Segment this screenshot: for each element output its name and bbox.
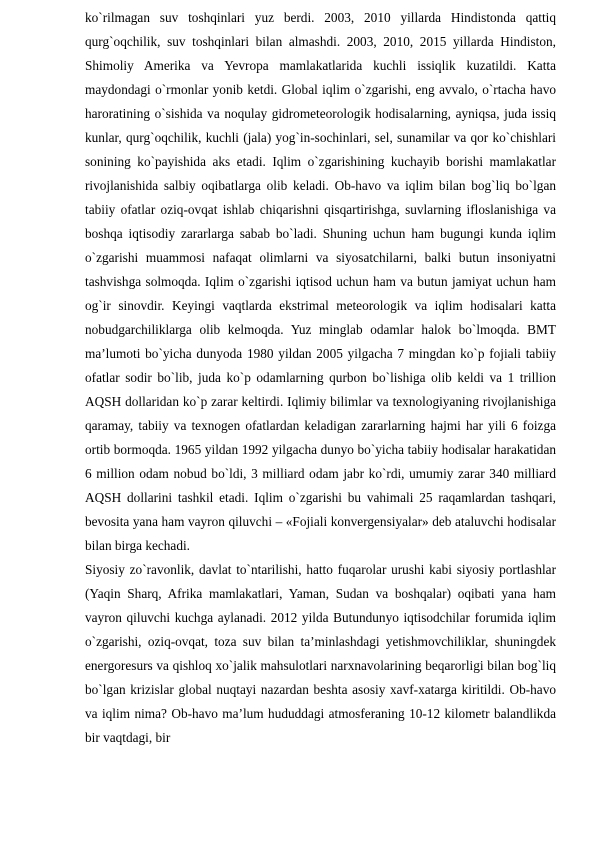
document-page (85, 6, 556, 750)
paragraph-political-risks: Siyosiy zo`ravonlik, davlat to`ntarilishi, hatto fuqarolar urushi kabi siyosiy portlashlar (Yaqin Sharq, Afrika mamlakatlari, Yaman, Sudan va boshqalar) oqibati yana ham vayron qiluvchi kuchga aylanadi. 2012 yilda Butundunyo iqtisodchilar forumida iqlim o`zgarishi, oziq-ovqat, toza suv bilan ta’minlashdagi yetishmovchiliklar, shuningdek energoresurs va qishloq xo`jalik mahsulotlari narxnavolarining beqarorligi bilan bog`liq bo`lgan krizislar global nuqtayi nazardan beshta asosiy xavf-xatarga kiritildi. Ob-havo va iqlim nima? Ob-havo ma’lum hududdagi atmosferaning 10-12 kilometr balandlikda bir vaqtdagi, bir (85, 562, 556, 745)
paragraph-climate-disasters: ko`rilmagan suv toshqinlari yuz berdi. 2003, 2010 yillarda Hindistonda qattiq qurg`oqchilik, suv toshqinlari bilan almashdi. 2003, 2010, 2015 yillarda Hindiston, Shimoliy Amerika va Yevropa mamlakatlarida kuchli issiqlik kuzatildi. Katta maydondagi o`rmonlar yonib ketdi. Global iqlim o`zgarishi, eng avvalo, o`rtacha havo haroratining o`sishida va noqulay gidrometeorologik hodisalarning, ayniqsa, juda issiq kunlar, qurg`oqchilik, kuchli (jala) yog`in-sochinlari, sel, sunamilar va qor ko`chishlari sonining ko`payishida aks etadi. Iqlim o`zgarishining kuchayib borishi mamlakatlar rivojlanishida salbiy oqibatlarga olib keladi. Ob-havo va iqlim bilan bog`liq bo`lgan tabiiy ofatlar oziq-ovqat ishlab chiqarishni qisqartirishga, suvlarning ifloslanishiga va boshqa iqtisodiy zararlarga sabab bo`ladi. Shuning uchun ham bugungi kunda iqlim o`zgarishi muammosi nafaqat olimlarni va siyosatchilarni, balki butun insoniyatni tashvishga solmoqda. Iqlim o`zgarishi iqtisod uchun ham va butun jamiyat uchun ham og`ir sinovdir. Keyingi vaqtlarda ekstrimal meteorologik va iqlim hodisalari katta nobudgarchiliklarga olib kelmoqda. Yuz minglab odamlar halok bo`lmoqda. BMT ma’lumoti bo`yicha dunyoda 1980 yildan 2005 yilgacha 7 mingdan ko`p fojiali tabiiy ofatlar sodir bo`lib, juda ko`p odamlarning qurbon bo`lishiga olib keldi va 1 trillion AQSH dollaridan ko`p zarar keltirdi. Iqlimiy bilimlar va texnologiyaning rivojlanishiga qaramay, tabiiy va texnogen ofatlardan keladigan zararlarning hajmi har yili 6 foizga ortib bormoqda. 1965 yildan 1992 yilgacha dunyo bo`yicha tabiiy hodisalar harakatidan 6 million odam nobud bo`ldi, 3 milliard odam jabr ko`rdi, umumiy zarar 340 milliard AQSH dollarini tashkil etadi. Iqlim o`zgarishi bu vahimali 25 raqamlardan tashqari, bevosita yana ham vayron qiluvchi – «Fojiali konvergensiyalar» deb ataluvchi hodisalar bilan birga kechadi. (85, 10, 556, 553)
